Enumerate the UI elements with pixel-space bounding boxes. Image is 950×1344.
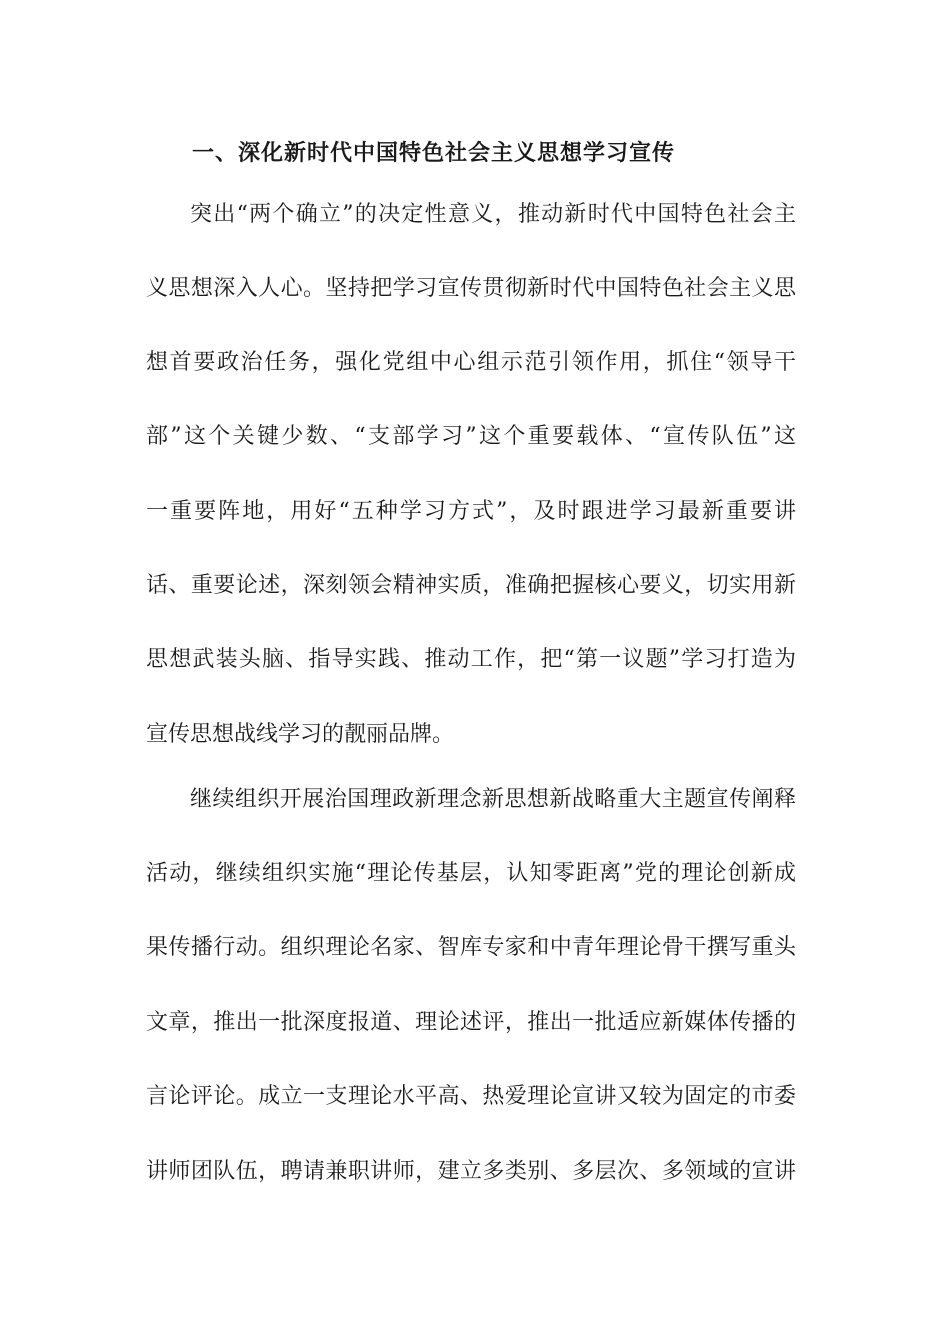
paragraph-1-line-1: 突出“两个确立”的决定性意义，推动新时代中国特色社会主	[190, 202, 796, 227]
paragraph-2-line-5: 言论评论。成立一支理论水平高、热爱理论宣讲又较为固定的市委	[146, 1084, 796, 1109]
paragraph-2-line-6: 讲师团队伍，聘请兼职讲师，建立多类别、多层次、多领域的宣讲	[146, 1159, 796, 1184]
paragraph-1-line-6: 话、重要论述，深刻领会精神实质，准确把握核心要义，切实用新	[146, 573, 796, 598]
paragraph-1-line-3: 想首要政治任务，强化党组中心组示范引领作用，抓住“领导干	[146, 350, 796, 375]
paragraph-2-line-2: 活动，继续组织实施“理论传基层，认知零距离”党的理论创新成	[146, 861, 796, 886]
paragraph-1-line-7: 思想武装头脑、指导实践、推动工作，把“第一议题”学习打造为	[146, 647, 796, 672]
paragraph-1-line-4: 部”这个关键少数、“支部学习”这个重要载体、“宣传队伍”这	[146, 424, 796, 449]
paragraph-2-line-1: 继续组织开展治国理政新理念新思想新战略重大主题宣传阐释	[190, 787, 796, 812]
section-heading: 一、深化新时代中国特色社会主义思想学习宣传	[192, 140, 676, 166]
paragraph-1-line-8: 宣传思想战线学习的靓丽品牌。	[146, 722, 455, 747]
paragraph-2-line-4: 文章，推出一批深度报道、理论述评，推出一批适应新媒体传播的	[146, 1010, 796, 1035]
paragraph-1-line-2: 义思想深入人心。坚持把学习宣传贯彻新时代中国特色社会主义思	[146, 276, 796, 301]
paragraph-1-line-5: 一重要阵地，用好“五种学习方式”，及时跟进学习最新重要讲	[146, 499, 796, 524]
paragraph-2-line-3: 果传播行动。组织理论名家、智库专家和中青年理论骨干撰写重头	[146, 935, 796, 960]
